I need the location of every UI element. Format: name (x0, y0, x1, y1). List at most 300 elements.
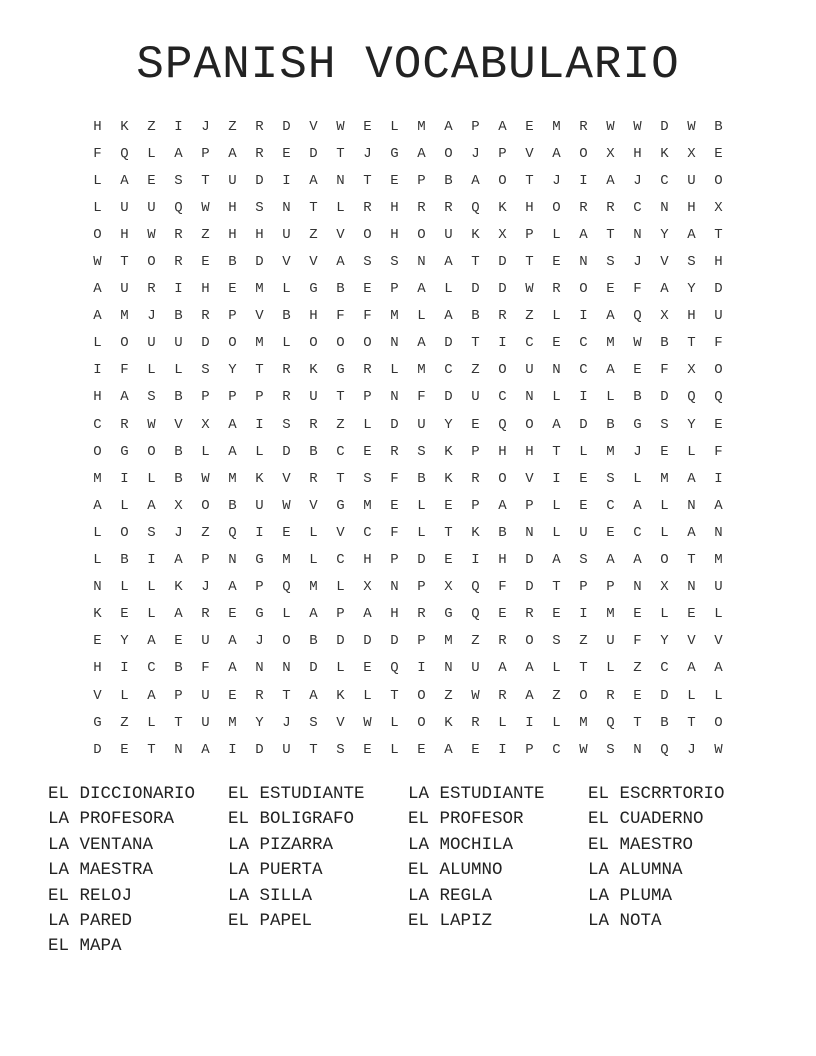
grid-letter: I (174, 118, 183, 135)
grid-row (84, 519, 732, 546)
grid-row (84, 709, 732, 736)
grid-letter: Q (498, 416, 507, 433)
grid-letter: T (444, 524, 453, 541)
grid-letter: H (363, 552, 372, 569)
grid-letter: A (660, 281, 669, 298)
word-list-item: EL DICCIONARIO (48, 784, 196, 804)
grid-letter: P (417, 172, 426, 189)
grid-letter: P (417, 633, 426, 650)
grid-letter: A (579, 226, 588, 243)
word-list-item: LA SILLA (228, 885, 313, 906)
grid-letter: A (525, 687, 534, 704)
grid-letter: I (120, 470, 129, 487)
grid-letter: T (309, 199, 318, 216)
grid-letter: X (444, 579, 453, 596)
grid-letter: L (147, 362, 156, 379)
word-list-item: EL RELOJ (48, 885, 133, 906)
grid-letter: E (147, 172, 156, 189)
grid-letter: N (390, 389, 399, 406)
grid-letter: F (363, 308, 372, 325)
grid-letter: L (552, 389, 561, 406)
grid-letter: X (606, 145, 615, 162)
grid-letter: R (417, 199, 426, 216)
grid-letter: U (282, 741, 291, 758)
grid-row (84, 303, 732, 330)
grid-letter: S (363, 470, 372, 487)
grid-letter: Z (201, 524, 210, 541)
grid-letter: B (309, 633, 318, 650)
grid-letter: O (714, 714, 723, 731)
grid-letter: O (309, 335, 318, 352)
grid-letter: R (363, 362, 372, 379)
grid-letter: D (525, 579, 534, 596)
grid-letter: D (255, 254, 264, 271)
grid-letter: N (228, 552, 237, 569)
grid-letter: O (93, 443, 102, 460)
grid-letter: O (444, 145, 453, 162)
grid-letter: F (660, 362, 669, 379)
grid-letter: D (444, 389, 453, 406)
grid-letter: U (282, 226, 291, 243)
grid-letter: S (336, 741, 345, 758)
grid-letter: E (390, 172, 399, 189)
grid-letter: U (201, 633, 210, 650)
grid-letter: E (471, 741, 480, 758)
grid-letter: T (255, 362, 264, 379)
grid-letter: L (390, 362, 399, 379)
grid-letter: B (309, 443, 318, 460)
grid-letter: Y (228, 362, 237, 379)
grid-row (84, 357, 732, 384)
grid-letter: B (174, 660, 183, 677)
grid-letter: V (282, 470, 291, 487)
grid-letter: B (120, 552, 129, 569)
grid-letter: A (444, 741, 453, 758)
grid-letter: U (579, 524, 588, 541)
grid-letter: E (552, 606, 561, 623)
grid-letter: J (363, 145, 372, 162)
grid-letter: V (525, 470, 534, 487)
grid-letter: B (660, 335, 669, 352)
grid-letter: A (606, 172, 615, 189)
grid-letter: J (552, 172, 561, 189)
grid-letter: A (228, 579, 237, 596)
grid-letter: D (282, 443, 291, 460)
grid-letter: L (336, 660, 345, 677)
word-list-item: EL BOLIGRAFO (228, 809, 355, 830)
grid-letter: I (579, 389, 588, 406)
grid-letter: K (93, 606, 102, 623)
grid-letter: D (309, 660, 318, 677)
grid-letter: K (255, 470, 264, 487)
grid-letter: R (174, 226, 183, 243)
grid-letter: N (336, 172, 345, 189)
grid-letter: L (498, 714, 507, 731)
grid-letter: Z (633, 660, 642, 677)
grid-letter: L (552, 308, 561, 325)
grid-letter: T (120, 254, 129, 271)
grid-letter: O (714, 172, 723, 189)
grid-letter: A (714, 497, 723, 514)
grid-letter: A (228, 416, 237, 433)
grid-letter: O (714, 362, 723, 379)
grid-letter: A (552, 416, 561, 433)
grid-letter: U (201, 687, 210, 704)
grid-letter: S (606, 741, 615, 758)
grid-letter: S (201, 362, 210, 379)
grid-letter: M (606, 606, 615, 623)
grid-letter: N (93, 579, 102, 596)
grid-letter: P (336, 606, 345, 623)
grid-letter: A (525, 660, 534, 677)
grid-letter: W (147, 416, 156, 433)
grid-letter: J (633, 254, 642, 271)
grid-letter: J (201, 579, 210, 596)
grid-letter: L (552, 226, 561, 243)
grid-letter: W (336, 118, 345, 135)
grid-letter: J (282, 714, 291, 731)
grid-row (84, 384, 732, 411)
grid-letter: T (336, 470, 345, 487)
grid-letter: L (174, 362, 183, 379)
grid-letter: I (579, 172, 588, 189)
grid-row (84, 574, 732, 601)
grid-letter: J (147, 308, 156, 325)
grid-letter: S (390, 254, 399, 271)
grid-letter: N (633, 579, 642, 596)
grid-letter: B (660, 714, 669, 731)
grid-letter: B (228, 254, 237, 271)
grid-letter: U (174, 335, 183, 352)
grid-letter: P (228, 389, 237, 406)
grid-letter: C (579, 335, 588, 352)
grid-letter: C (633, 524, 642, 541)
grid-letter: Y (255, 714, 264, 731)
grid-row (84, 194, 732, 221)
grid-letter: E (552, 254, 561, 271)
grid-letter: R (552, 281, 561, 298)
grid-letter: T (687, 335, 696, 352)
grid-letter: F (201, 660, 210, 677)
grid-letter: E (93, 633, 102, 650)
grid-letter: B (282, 308, 291, 325)
grid-letter: O (228, 335, 237, 352)
word-list-item: LA PLUMA (588, 885, 673, 906)
grid-letter: L (309, 524, 318, 541)
grid-letter: V (336, 524, 345, 541)
grid-letter: E (714, 416, 723, 433)
grid-row (84, 167, 732, 194)
grid-letter: T (336, 389, 345, 406)
grid-letter: B (228, 497, 237, 514)
grid-letter: X (201, 416, 210, 433)
grid-letter: M (417, 118, 426, 135)
grid-letter: D (498, 281, 507, 298)
grid-letter: E (120, 606, 129, 623)
grid-letter: P (579, 579, 588, 596)
grid-letter: K (444, 443, 453, 460)
grid-letter: A (309, 687, 318, 704)
grid-row (84, 465, 732, 492)
grid-letter: H (525, 443, 534, 460)
grid-letter: C (525, 335, 534, 352)
grid-letter: R (147, 281, 156, 298)
grid-letter: F (714, 443, 723, 460)
grid-letter: Q (282, 579, 291, 596)
grid-letter: L (633, 470, 642, 487)
grid-letter: H (390, 606, 399, 623)
grid-letter: W (633, 335, 642, 352)
grid-letter: I (255, 524, 264, 541)
grid-letter: O (525, 633, 534, 650)
grid-letter: U (471, 389, 480, 406)
grid-letter: I (93, 362, 102, 379)
grid-letter: R (282, 389, 291, 406)
grid-letter: V (255, 308, 264, 325)
letter-grid (84, 113, 732, 763)
grid-letter: C (498, 389, 507, 406)
grid-letter: D (255, 741, 264, 758)
grid-letter: F (633, 281, 642, 298)
grid-letter: N (282, 199, 291, 216)
grid-letter: M (120, 308, 129, 325)
word-list-item: LA PARED (48, 910, 133, 931)
grid-letter: S (309, 714, 318, 731)
grid-letter: Q (390, 660, 399, 677)
grid-letter: O (336, 335, 345, 352)
grid-letter: X (687, 362, 696, 379)
grid-letter: V (336, 226, 345, 243)
grid-letter: D (579, 416, 588, 433)
grid-letter: G (120, 443, 129, 460)
grid-letter: B (633, 389, 642, 406)
grid-letter: E (282, 524, 291, 541)
grid-letter: U (120, 199, 129, 216)
grid-letter: A (498, 118, 507, 135)
grid-letter: W (525, 281, 534, 298)
grid-letter: J (174, 524, 183, 541)
grid-letter: D (282, 118, 291, 135)
grid-letter: N (660, 199, 669, 216)
grid-letter: N (579, 254, 588, 271)
grid-letter: W (471, 687, 480, 704)
grid-letter: D (336, 633, 345, 650)
grid-letter: C (606, 497, 615, 514)
grid-letter: M (228, 470, 237, 487)
grid-letter: L (714, 606, 723, 623)
grid-letter: E (714, 145, 723, 162)
grid-letter: M (255, 281, 264, 298)
grid-letter: N (714, 524, 723, 541)
grid-letter: E (228, 281, 237, 298)
grid-letter: C (336, 443, 345, 460)
grid-letter: P (363, 389, 372, 406)
grid-letter: E (120, 741, 129, 758)
grid-letter: Q (471, 606, 480, 623)
grid-letter: L (147, 714, 156, 731)
grid-letter: N (390, 335, 399, 352)
word-list-item: EL PROFESOR (408, 809, 524, 830)
grid-letter: I (228, 741, 237, 758)
grid-letter: R (309, 470, 318, 487)
grid-letter: V (309, 254, 318, 271)
grid-letter: T (525, 254, 534, 271)
grid-letter: S (174, 172, 183, 189)
grid-letter: E (228, 687, 237, 704)
grid-letter: C (336, 552, 345, 569)
grid-letter: B (606, 416, 615, 433)
grid-letter: P (201, 145, 210, 162)
grid-letter: L (552, 497, 561, 514)
grid-letter: Q (471, 199, 480, 216)
grid-letter: R (309, 416, 318, 433)
grid-letter: C (633, 199, 642, 216)
grid-letter: L (363, 416, 372, 433)
grid-letter: T (201, 172, 210, 189)
grid-letter: T (147, 741, 156, 758)
grid-letter: O (579, 687, 588, 704)
grid-letter: H (498, 443, 507, 460)
grid-letter: Z (552, 687, 561, 704)
grid-letter: G (336, 362, 345, 379)
grid-letter: K (174, 579, 183, 596)
grid-letter: T (363, 172, 372, 189)
word-list-item: EL LAPIZ (408, 910, 493, 931)
grid-row (84, 655, 732, 682)
grid-letter: S (255, 199, 264, 216)
grid-letter: H (228, 226, 237, 243)
grid-letter: I (525, 714, 534, 731)
grid-letter: A (228, 633, 237, 650)
grid-letter: L (147, 579, 156, 596)
grid-row (84, 438, 732, 465)
grid-letter: W (282, 497, 291, 514)
grid-letter: R (120, 416, 129, 433)
grid-letter: R (255, 118, 264, 135)
grid-letter: A (174, 606, 183, 623)
grid-letter: A (714, 660, 723, 677)
grid-letter: A (363, 606, 372, 623)
word-list-item: EL ESTUDIANTE (228, 784, 365, 804)
grid-letter: U (525, 362, 534, 379)
grid-letter: R (390, 443, 399, 460)
word-list-item: EL ESCRRTORIO (588, 784, 725, 804)
grid-letter: Z (525, 308, 534, 325)
grid-letter: N (525, 524, 534, 541)
grid-letter: B (498, 524, 507, 541)
grid-letter: N (687, 497, 696, 514)
grid-letter: A (417, 335, 426, 352)
grid-letter: V (525, 145, 534, 162)
grid-letter: N (417, 254, 426, 271)
grid-letter: W (687, 118, 696, 135)
grid-letter: K (471, 226, 480, 243)
grid-letter: C (579, 362, 588, 379)
page-title: SPANISH VOCABULARIO (136, 39, 680, 91)
grid-letter: C (147, 660, 156, 677)
grid-letter: L (147, 145, 156, 162)
grid-letter: E (363, 281, 372, 298)
grid-letter: O (498, 470, 507, 487)
grid-letter: I (471, 552, 480, 569)
grid-letter: X (714, 199, 723, 216)
grid-letter: A (228, 145, 237, 162)
grid-letter: R (201, 308, 210, 325)
grid-letter: J (633, 172, 642, 189)
grid-letter: U (417, 416, 426, 433)
grid-letter: N (687, 579, 696, 596)
grid-letter: A (201, 741, 210, 758)
word-list-item: LA MOCHILA (408, 834, 514, 855)
word-list-item: LA ESTUDIANTE (408, 784, 545, 804)
grid-letter: S (363, 254, 372, 271)
grid-letter: N (282, 660, 291, 677)
grid-letter: B (336, 281, 345, 298)
grid-row (84, 547, 732, 574)
grid-letter: V (309, 118, 318, 135)
grid-letter: M (714, 552, 723, 569)
grid-letter: L (417, 308, 426, 325)
grid-letter: H (525, 199, 534, 216)
grid-letter: E (579, 497, 588, 514)
grid-letter: R (255, 145, 264, 162)
grid-letter: A (417, 281, 426, 298)
grid-row (84, 221, 732, 248)
grid-letter: K (309, 362, 318, 379)
grid-letter: X (660, 308, 669, 325)
grid-letter: P (606, 579, 615, 596)
grid-letter: A (606, 308, 615, 325)
grid-letter: A (687, 226, 696, 243)
grid-letter: B (444, 172, 453, 189)
grid-letter: H (228, 199, 237, 216)
grid-letter: L (552, 660, 561, 677)
grid-letter: P (471, 497, 480, 514)
grid-letter: V (174, 416, 183, 433)
grid-letter: L (660, 606, 669, 623)
grid-letter: Z (147, 118, 156, 135)
grid-letter: I (147, 552, 156, 569)
grid-letter: F (390, 524, 399, 541)
grid-letter: E (687, 606, 696, 623)
grid-letter: L (444, 281, 453, 298)
grid-letter: L (282, 606, 291, 623)
grid-letter: R (606, 199, 615, 216)
grid-letter: D (660, 118, 669, 135)
grid-letter: D (255, 172, 264, 189)
grid-letter: Y (120, 633, 129, 650)
grid-letter: I (552, 470, 561, 487)
grid-letter: A (687, 524, 696, 541)
grid-letter: C (363, 524, 372, 541)
grid-letter: S (579, 552, 588, 569)
grid-letter: E (390, 497, 399, 514)
word-list-item: LA PUERTA (228, 860, 323, 881)
grid-letter: Z (336, 416, 345, 433)
grid-letter: A (228, 660, 237, 677)
grid-letter: Y (660, 633, 669, 650)
grid-letter: I (174, 281, 183, 298)
grid-letter: F (714, 335, 723, 352)
grid-letter: T (471, 254, 480, 271)
grid-letter: L (552, 524, 561, 541)
word-list-item: EL MAESTRO (588, 834, 694, 855)
grid-letter: M (363, 497, 372, 514)
grid-letter: D (714, 281, 723, 298)
grid-letter: P (255, 389, 264, 406)
grid-row (84, 411, 732, 438)
grid-letter: A (93, 281, 102, 298)
